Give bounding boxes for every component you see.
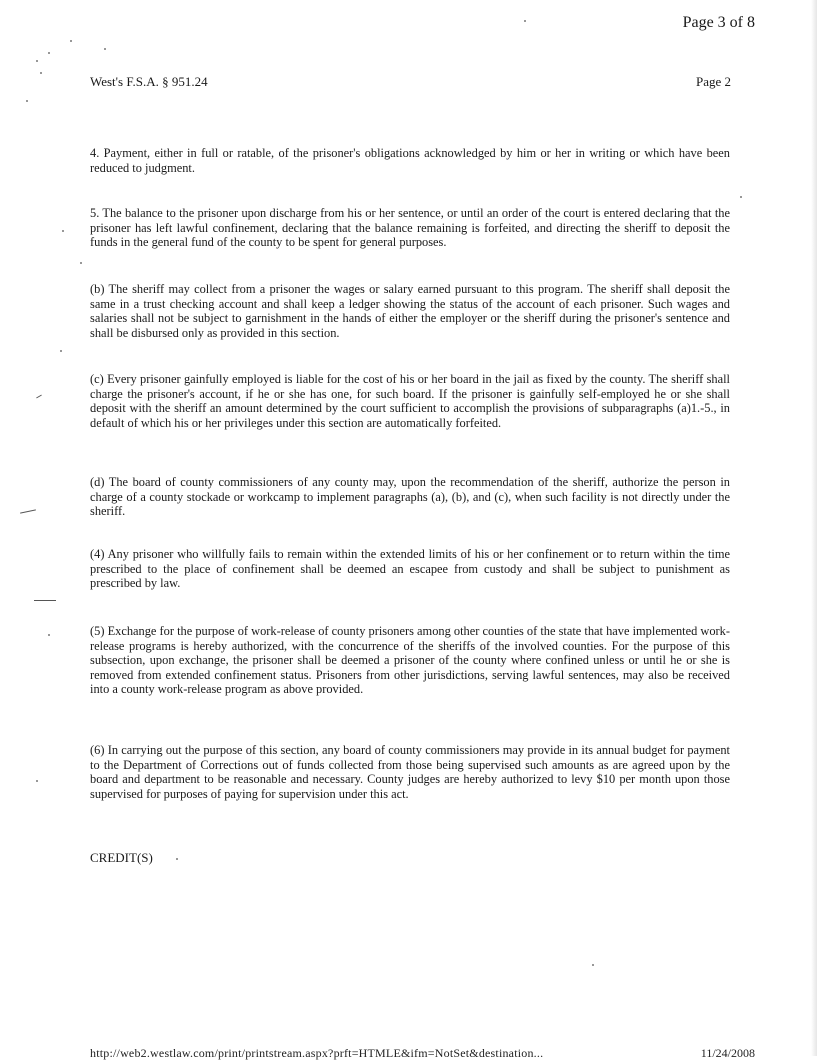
scan-speck [36, 780, 38, 782]
paragraph-5-exchange: (5) Exchange for the purpose of work-release of county prisoners among other counties of the state that have implemented work-release programs is hereby authorized, with the concurrence of the sheriffs of the involved counties. For the purpose of this subsection, upon exchange, the prisoner shall be deemed a prisoner of the county where confined unless or until he or she is removed from extended confinement status. Prisoners from other jurisdictions, serving lawful sentences, may also be received into a county work-release program as above provided. [90, 624, 730, 697]
scan-speck [26, 100, 28, 102]
footer-url: http://web2.westlaw.com/print/printstream.aspx?prft=HTMLE&ifm=NotSet&destination... [90, 1046, 544, 1060]
scan-speck [80, 262, 82, 264]
page-number: Page 2 [695, 74, 731, 89]
credits-heading: CREDIT(S) [90, 850, 153, 865]
scan-speck [48, 52, 50, 54]
paragraph-6-budget: (6) In carrying out the purpose of this section, any board of county commissioners may provide in its annual budget for payment to the Department of Corrections out of funds collected from those being supervised such amounts as are agreed upon by the board and department to be reasonable and necessary. County judges are hereby authorized to levy $10 per month upon those supervised for purposes of paying for supervision under this act. [90, 743, 730, 801]
paragraph-c-board: (c) Every prisoner gainfully employed is liable for the cost of his or her board in the jail as fixed by the county. The sheriff shall charge the prisoner's account, if he or she has one, for such board. If the prisoner is gainfully self-employed he or she shall deposit with the sheriff an amount determined by the court sufficient to accomplish the provisions of subparagraphs (a)1.-5., in default of which his or her privileges under this section are automatically forfeited. [90, 372, 730, 430]
scan-mark [34, 600, 56, 601]
scan-mark [36, 395, 42, 399]
scan-speck [740, 196, 742, 198]
paragraph-4-payment: 4. Payment, either in full or ratable, of the prisoner's obligations acknowledged by him or her in writing or which have been reduced to judgment. [90, 146, 730, 175]
scan-speck [104, 48, 106, 50]
scan-speck [60, 350, 62, 352]
paragraph-4-escapee: (4) Any prisoner who willfully fails to remain within the extended limits of his or her confinement or to return within the time prescribed to the place of confinement shall be deemed an escapee from custody and shall be subject to punishment as prescribed by law. [90, 547, 730, 591]
paragraph-5-balance: 5. The balance to the prisoner upon discharge from his or her sentence, or until an order of the court is entered declaring that the prisoner has left lawful confinement, declaring that the balance remaining is forfeited, and directing the sheriff to deposit the funds in the general fund of the county to be spent for general purposes. [90, 206, 730, 250]
scan-speck [48, 634, 50, 636]
scan-speck [70, 40, 72, 42]
statute-citation: West's F.S.A. § 951.24 [90, 74, 208, 89]
scan-speck [592, 964, 594, 966]
scan-speck [524, 20, 526, 22]
paragraph-b-wages: (b) The sheriff may collect from a prisoner the wages or salary earned pursuant to this program. The sheriff shall deposit the same in a trust checking account and shall keep a ledger showing the status of the account of each prisoner. Such wages and salaries shall not be subject to garnishment in the hands of either the employer or the sheriff during the prisoner's sentence and shall be disbursed only as provided in this section. [90, 282, 730, 340]
scan-speck [40, 72, 42, 74]
page-indicator: Page 3 of 8 [682, 14, 755, 31]
scan-speck [176, 858, 178, 860]
paragraph-d-commissioners: (d) The board of county commissioners of any county may, upon the recommendation of the sheriff, authorize the person in charge of a county stockade or workcamp to implement paragraphs (a), (b), and (c), when such facility is not directly under the sheriff. [90, 475, 730, 519]
scan-mark [20, 509, 36, 513]
scan-speck [36, 60, 38, 62]
scan-edge-shadow [811, 0, 817, 1056]
footer-date: 11/24/2008 [700, 1046, 755, 1060]
scan-speck [62, 230, 64, 232]
